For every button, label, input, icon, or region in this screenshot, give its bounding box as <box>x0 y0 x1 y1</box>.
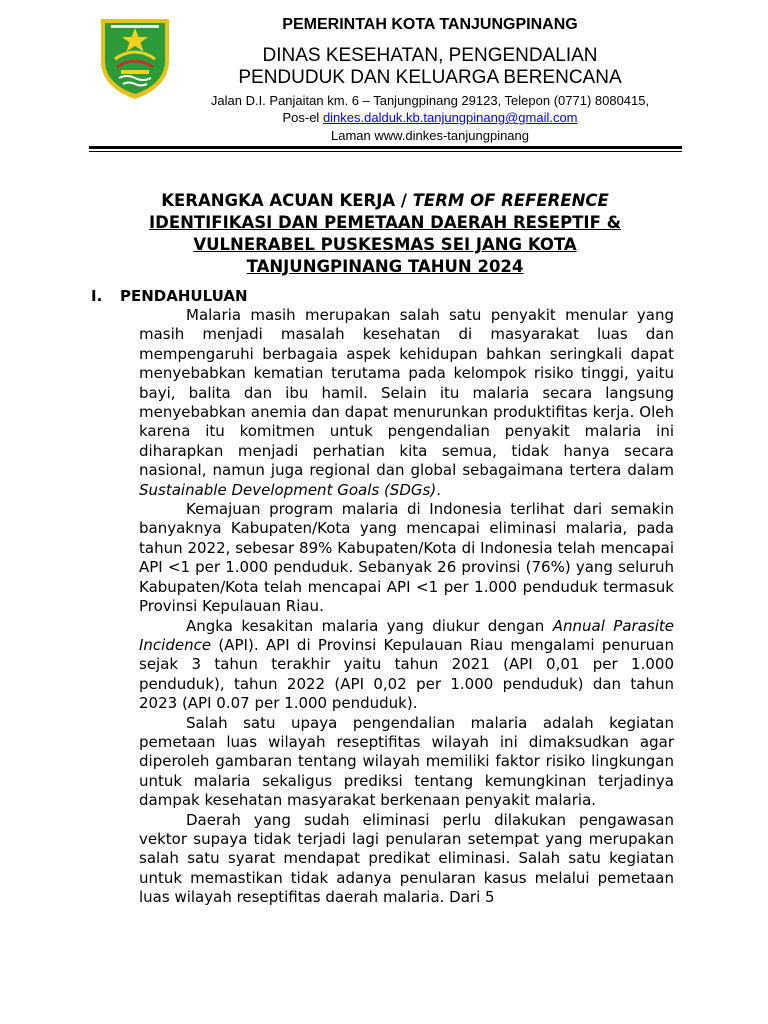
paragraph-3 <box>139 617 674 714</box>
section-heading <box>91 287 248 305</box>
paragraph-4: Salah satu upaya pengendalian malaria adalah kegiatan pemetaan luas wilayah reseptifitas wilayah ini dimaksudkan agar diperoleh gambaran tentang wilayah memiliki faktor risiko lingkungan untuk malaria sekaligus prediksi tentang kemungkinan terjadinya dampak kesehatan masyarakat berkenaan penyakit malaria. <box>139 713 674 810</box>
paragraph-3-rest: (API). API di Provinsi Kepulauan Riau mengalami penuruan sejak 3 tahun terakhir yaitu tahun 2021 (API 0,01 per 1.000 penduduk), tahun 2022 (API 0,02 per 1.000 penduduk) dan tahun 2023 (API 0.07 per 1.000 penduduk). <box>139 635 674 713</box>
document-title <box>90 190 680 278</box>
sdgs-term: Sustainable Development Goals (SDGs) <box>139 480 437 499</box>
title-line-2: IDENTIFIKASI DAN PEMETAAN DAERAH RESEPTIF & <box>149 213 621 232</box>
government-name: PEMERINTAH KOTA TANJUNGPINANG <box>282 16 578 33</box>
paragraph-2: Kemajuan program malaria di Indonesia terlihat dari semakin banyaknya Kabupaten/Kota yang mencapai eliminasi malaria, pada tahun 2022, sebesar 89% Kabupaten/Kota di Indonesia telah mencapai API <1 per 1.000 penduduk. Sebanyak 26 provinsi (76%) yang seluruh Kabupaten/Kota telah mencapai API <1 per 1.000 penduduk termasuk Provinsi Kepulauan Riau. <box>139 500 674 616</box>
api-term: Annual Parasite Incidence <box>139 616 674 654</box>
section-body <box>139 306 674 908</box>
section-title: PENDAHULUAN <box>120 287 248 305</box>
department-name-line1: DINAS KESEHATAN, PENGENDALIAN <box>262 45 598 66</box>
office-address: Jalan D.I. Panjaitan km. 6 – Tanjungpinang 29123, Telepon (0771) 8080415, <box>210 93 650 108</box>
department-name-line2: PENDUDUK DAN KELUARGA BERENCANA <box>238 67 622 88</box>
paragraph-5: Daerah yang sudah eliminasi perlu dilakukan pengawasan vektor supaya tidak terjadi lagi penularan setempat yang merupakan salah satu syarat mendapat predikat eliminasi. Salah satu kegiatan untuk memastikan tidak adanya penularan kasus melalui pemetaan luas wilayah reseptifitas daerah malaria. Dari 5 <box>139 810 674 907</box>
paragraph-1-text: Malaria masih merupakan salah satu penyakit menular yang masih menjadi masalah kesehatan di masyarakat luas dan mempengaruhi berbagaia aspek kehidupan bahkan seringkali dapat menyebabkan kematian terutama pada kelompok risiko tinggi, yaitu bayi, balita dan ibu hamil. Selain itu malaria secara langsung menyebabkan anemia dan dapat menurunkan produktifitas kerja. Oleh karena itu komitmen untuk pengendalian penyakit malaria ini diharapkan menjadi perhatian kita semua, tidak hanya secara nasional, namun juga regional dan global sebagaimana tertera dalam <box>139 306 674 480</box>
city-emblem-logo <box>97 15 173 101</box>
paragraph-3-text: Angka kesakitan malaria yang diukur dengan <box>186 616 553 635</box>
title-kak: KERANGKA ACUAN KERJA / <box>161 191 413 210</box>
letterhead-rule-thick <box>89 146 682 149</box>
email-line <box>180 110 680 125</box>
paragraph-1-end: . <box>436 480 441 499</box>
email-link[interactable]: dinkes.dalduk.kb.tanjungpinang@gmail.com <box>322 110 578 125</box>
title-tor: TERM OF REFERENCE <box>412 191 609 210</box>
title-line-3: VULNERABEL PUSKESMAS SEI JANG KOTA <box>193 235 577 254</box>
title-line-1 <box>90 190 680 212</box>
title-line-4: TANJUNGPINANG TAHUN 2024 <box>246 257 524 276</box>
email-label: Pos-el <box>282 110 323 125</box>
letterhead-rule-thin <box>89 151 682 152</box>
paragraph-1 <box>139 306 674 500</box>
website-line: Laman www.dinkes-tanjungpinang <box>330 128 529 143</box>
section-number: I. <box>91 287 103 305</box>
